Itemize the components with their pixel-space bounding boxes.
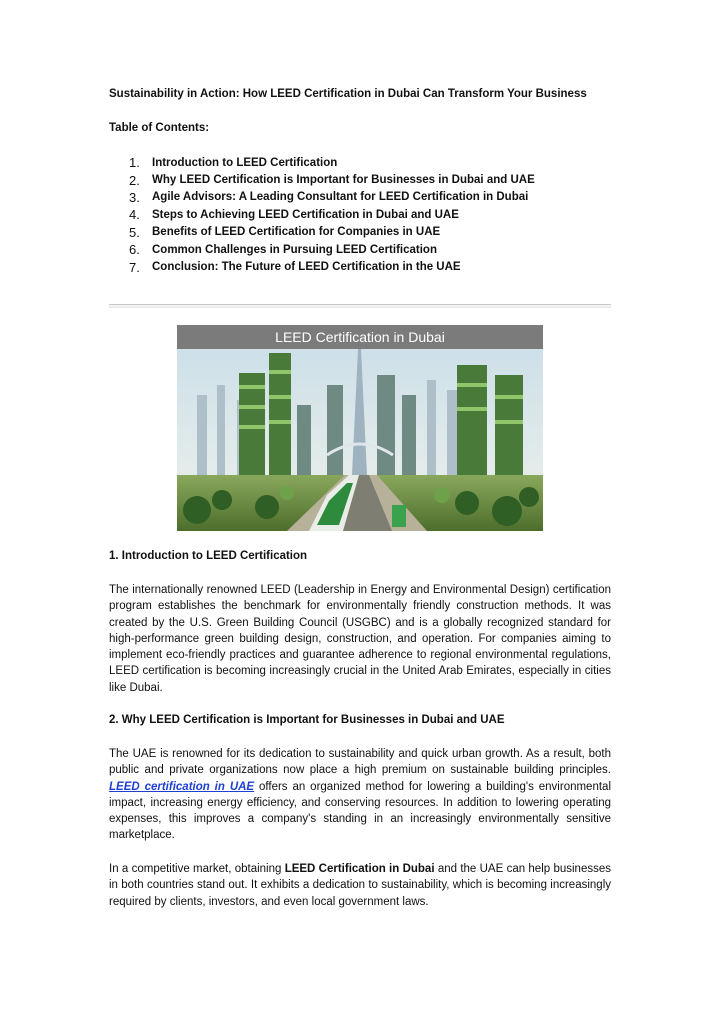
figure-caption: LEED Certification in Dubai	[177, 325, 543, 349]
toc-number: 2.	[129, 172, 140, 188]
toc-item	[109, 171, 535, 188]
toc-item	[109, 189, 535, 206]
toc-label: Introduction to LEED Certification	[152, 156, 338, 169]
paragraph-text: The UAE is renowned for its dedication to sustainability and quick urban growth. As a result, both public and private organizations now place a high premium on sustainable building principles.	[109, 748, 611, 777]
toc-label: Steps to Achieving LEED Certification in Dubai and UAE	[152, 208, 459, 221]
toc-item	[109, 206, 535, 223]
leed-certification-uae-link[interactable]: LEED certification in UAE	[109, 780, 255, 793]
toc-item	[109, 154, 535, 171]
toc-item	[109, 224, 535, 241]
toc-item	[109, 241, 535, 258]
section-heading: 2. Why LEED Certification is Important for Businesses in Dubai and UAE	[109, 714, 505, 726]
toc-heading: Table of Contents:	[109, 122, 210, 134]
section-paragraph	[109, 861, 611, 910]
paragraph-text: and the UAE can help businesses in both countries stand out. It exhibits a dedication to sustainability, which is becoming increasingly required by clients, investors, and even local government laws.	[109, 863, 611, 908]
toc-number: 4.	[129, 207, 140, 223]
toc-label: Common Challenges in Pursuing LEED Certification	[152, 243, 437, 256]
toc-item	[109, 258, 535, 275]
bold-phrase: LEED Certification in Dubai	[284, 863, 435, 875]
document-title: Sustainability in Action: How LEED Certification in Dubai Can Transform Your Business	[109, 88, 587, 100]
toc-number: 7.	[129, 259, 140, 275]
toc-number: 6.	[129, 242, 140, 258]
toc-label: Why LEED Certification is Important for Businesses in Dubai and UAE	[152, 174, 535, 187]
section-paragraph: The internationally renowned LEED (Leadership in Energy and Environmental Design) certification program establishes the benchmark for environmentally friendly construction methods. It was created by the U.S. Green Building Council (USGBC) and is a globally recognized standard for high-performance green building design, construction, and operation. For companies aiming to implement eco-friendly practices and guarantee adherence to regional environmental regulations, LEED certification is becoming increasingly crucial in the United Arab Emirates, especially in cities like Dubai.	[109, 584, 611, 694]
toc-number: 5.	[129, 224, 140, 240]
dubai-green-city-image	[177, 325, 543, 531]
toc-number: 3.	[129, 189, 140, 205]
paragraph-text: offers an organized method for lowering a building's environmental impact, increasing energy efficiency, and conserving resources. In addition to lowering operating expenses, this improves a company's standing in an increasingly environmentally sensitive marketplace.	[109, 780, 611, 842]
toc-label: Conclusion: The Future of LEED Certification in the UAE	[152, 261, 461, 274]
toc-number: 1.	[129, 155, 140, 171]
section-paragraph	[109, 746, 611, 844]
toc-label: Agile Advisors: A Leading Consultant for LEED Certification in Dubai	[152, 191, 529, 204]
section-heading: 1. Introduction to LEED Certification	[109, 550, 308, 562]
table-of-contents	[109, 154, 535, 276]
toc-label: Benefits of LEED Certification for Companies in UAE	[152, 226, 441, 239]
paragraph-text: In a competitive market, obtaining	[109, 863, 285, 875]
city-illustration	[177, 325, 543, 531]
horizontal-divider	[109, 304, 611, 308]
